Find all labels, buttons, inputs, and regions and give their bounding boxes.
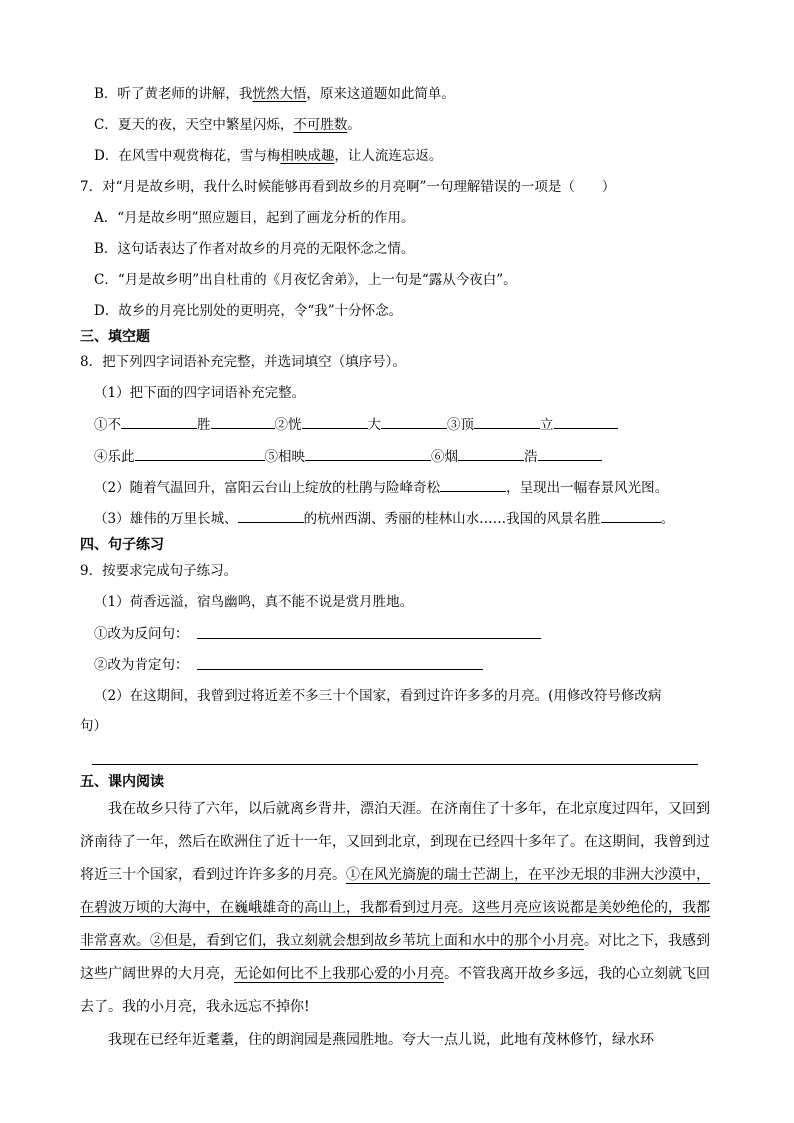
idiom-1-a: ①不 [94,417,121,433]
blank[interactable] [305,446,431,461]
blank[interactable] [554,414,618,429]
reading-passage [80,793,710,1057]
q9-sub2-line1: （2）在这期间，我曾到过将近差不多三十个国家，看到过许许多多的月亮。(用修改符号修改病 [94,688,662,704]
q7-option-c: C．“月是故乡明”出自杜甫的《月夜忆舍弟》，上一句是“露从今夜白”。 [94,272,517,288]
q8-sub2: （2）随着气温回升，富阳云台山上绽放的杜鹃与险峰奇松 ，呈现出一幅春景风光图。 [94,477,668,498]
q7-option-d: D．故乡的月亮比别处的更明亮，令“我”十分怀念。 [94,303,403,319]
q6-option-c: C．夏天的夜，天空中繁星闪烁，不可胜数。 [94,117,361,133]
blank[interactable] [238,508,304,523]
q9-rhetorical-label: ①改为反问句： [94,626,189,642]
passage-paragraph-2: 我现在已经年近耄耋，住的朗润园是燕园胜地。夸大一点儿说，此地有茂林修竹，绿水环 [108,1032,654,1048]
idiom-2-a: ②恍 [274,417,302,433]
idiom-5-a: ⑤相映 [264,449,305,465]
q8-sub3: （3）雄伟的万里长城、 的杭州西湖、秀丽的桂林山水……我国的风景名胜 。 [94,508,674,529]
q8-row2 [94,446,602,467]
idiom-4-a: ④乐此 [94,449,135,465]
blank[interactable] [440,477,506,492]
idiom-1-b: 胜 [197,417,211,433]
q9-sub1: （1）荷香远溢，宿鸟幽鸣，真不能不说是赏月胜地。 [94,594,414,610]
idiom-3-a: ③顶 [447,417,474,433]
affirmative-answer-line[interactable] [197,655,483,670]
section-title-reading: 五、课内阅读 [80,774,164,790]
q7-stem: 7．对“月是故乡明，我什么时候能够再看到故乡的月亮啊”一句理解错误的一项是（ ） [80,179,616,195]
idiom-6-b: 浩 [524,449,538,465]
rhetorical-answer-line[interactable] [197,624,541,639]
blank[interactable] [302,414,368,429]
section-title-sentence: 四、句子练习 [80,537,164,553]
blank[interactable] [135,446,265,461]
underlined-sentence-1: ①在风光旖旎的瑞士芒湖上，在平沙无垠的非洲大沙漠中，在碧波万顷的大海中，在巍峨雄奇的高山上，我都看到过月亮。这些月亮应该说都是美妙绝伦的，我都非常喜欢。②但是，看到它们，我立刻就会想到故乡苇坑上面和水中的那个小月亮 [80,867,710,949]
q9-stem: 9．按要求完成句子练习。 [80,563,238,579]
q9-sub2-line2: 句） [80,718,107,734]
blank[interactable] [121,414,197,429]
q7-option-a: A．“月是故乡明”照应题目，起到了画龙分析的作用。 [94,210,415,226]
blank[interactable] [474,414,540,429]
blank[interactable] [211,414,275,429]
revision-answer-line[interactable] [92,750,698,765]
blank[interactable] [538,446,602,461]
q7-option-b: B．这句话表达了作者对故乡的月亮的无限怀念之情。 [94,241,415,257]
q6-option-b: B．听了黄老师的讲解，我恍然大悟，原来这道题如此简单。 [94,86,455,102]
q9-affirmative-label: ②改为肯定句： [94,657,189,673]
q6-option-d: D．在风雪中观赏梅花，雪与梅相映成趣，让人流连忘返。 [94,148,443,164]
idiom-3-b: 立 [540,417,554,433]
q8-stem: 8．把下列四字词语补充完整，并选词填空（填序号）。 [80,354,406,370]
blank[interactable] [601,508,661,523]
blank[interactable] [381,414,447,429]
q8-row1 [94,414,618,435]
q8-sub1: （1）把下面的四字词语补充完整。 [94,385,306,401]
blank[interactable] [458,446,524,461]
idiom-6-a: ⑥烟 [431,449,458,465]
idiom-2-b: 大 [367,417,381,433]
underlined-sentence-2: 无论如何比不上我那心爱的小月亮 [234,966,444,982]
passage-paragraph-1: 我在故乡只待了六年，以后就离乡背井，漂泊天涯。在济南住了十多年，在北京度过四年，又回到济南待了一年，然后在欧洲住了近十一年，又回到北京，到现在已经四十多年了。在这期间，我曾到过将近三十个国家，看到过许许多多的月亮。①在风光旖旎的瑞士芒湖上，在平沙无垠的非洲大沙漠中，在碧波万顷的大海中，在巍峨雄奇的高山上，我都看到过月亮。这些月亮应该说都是美妙绝伦的，我都非常喜欢。②但是，看到它们，我立刻就会想到故乡苇坑上面和水中的那个小月亮。对比之下，我感到这些广阔世界的大月亮，无论如何比不上我那心爱的小月亮。不管我离开故乡多远，我的心立刻就飞回去了。我的小月亮，我永远忘不掉你! [80,801,710,1015]
section-title-fill-blank: 三、填空题 [80,329,150,345]
